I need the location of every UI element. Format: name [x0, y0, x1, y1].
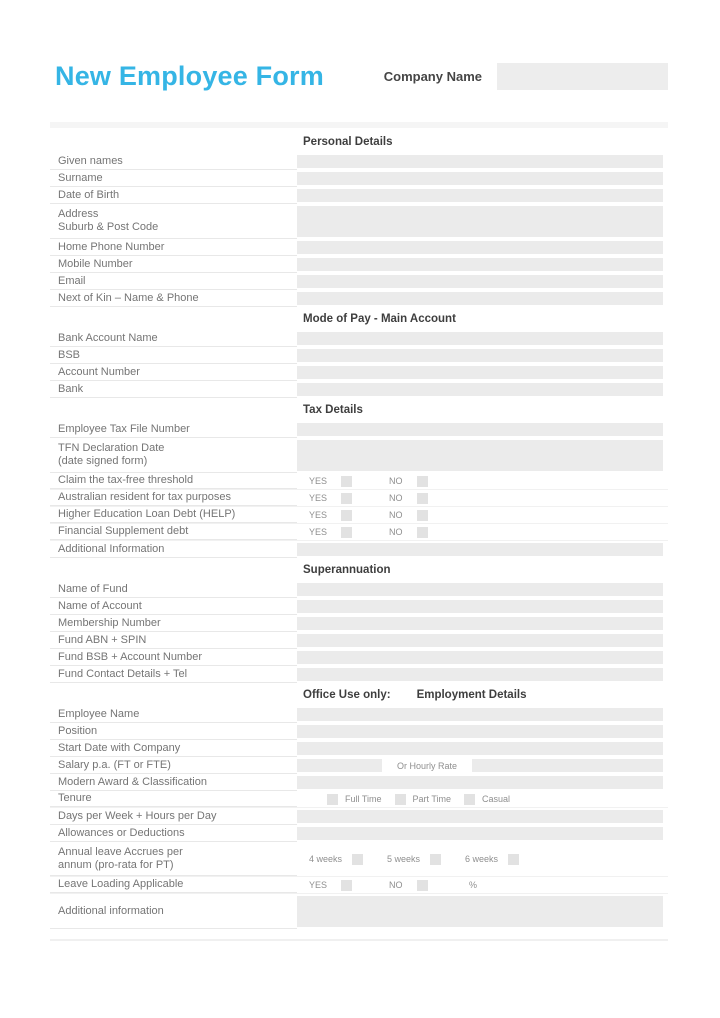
- field-input[interactable]: [297, 332, 663, 345]
- form-row: [50, 381, 668, 398]
- field-label-text: Tenure: [58, 792, 92, 804]
- checkbox[interactable]: [341, 527, 352, 538]
- field-label: [50, 256, 297, 273]
- form-top-strip: [50, 122, 668, 128]
- field-label-text: Fund ABN + SPIN: [58, 633, 147, 646]
- field-label: [50, 581, 297, 598]
- form-row: [50, 757, 668, 774]
- field-value: [297, 649, 663, 666]
- field-value: [297, 381, 663, 398]
- form-row: [50, 330, 668, 347]
- field-label-text: Home Phone Number: [58, 240, 165, 253]
- form-row: [50, 615, 668, 632]
- section-title: Superannuation: [303, 563, 391, 576]
- salary-input[interactable]: [297, 759, 382, 772]
- field-value: [297, 615, 663, 632]
- field-label-text: Next of Kin – Name & Phone: [58, 291, 199, 304]
- option-label: YES: [309, 527, 328, 537]
- option-label: YES: [309, 476, 328, 486]
- field-label: [50, 524, 297, 540]
- form-row: [50, 507, 668, 524]
- field-label: [50, 381, 297, 398]
- option-label: YES: [309, 510, 328, 520]
- form-row: [50, 632, 668, 649]
- field-value: [297, 842, 663, 876]
- field-label: [50, 632, 297, 649]
- option-label: 5 weeks: [387, 854, 421, 864]
- form-row: [50, 706, 668, 723]
- form-row: [50, 256, 668, 273]
- field-label-text: Mobile Number: [58, 257, 133, 270]
- field-value: [297, 524, 663, 540]
- field-label-text: TFN Declaration Date: [58, 442, 165, 454]
- field-label-text: Bank Account Name: [58, 331, 158, 344]
- field-label: [50, 723, 297, 740]
- field-label: [50, 740, 297, 757]
- checkbox[interactable]: [341, 880, 352, 891]
- checkbox[interactable]: [417, 510, 428, 521]
- checkbox[interactable]: [352, 854, 363, 865]
- form-row: [50, 421, 668, 438]
- field-label-text: Name of Fund: [58, 582, 128, 595]
- option-group: [309, 493, 389, 504]
- section-header: [50, 307, 668, 330]
- checkbox[interactable]: [341, 510, 352, 521]
- checkbox[interactable]: [464, 794, 475, 805]
- option-group: [327, 794, 382, 805]
- field-input[interactable]: [297, 651, 663, 664]
- field-input[interactable]: [297, 206, 663, 237]
- option-group: [465, 854, 543, 865]
- field-input[interactable]: [297, 600, 663, 613]
- field-label-text: Annual leave Accrues per: [58, 845, 183, 858]
- field-label-text: Fund BSB + Account Number: [58, 650, 202, 663]
- field-value: [297, 632, 663, 649]
- option-label: 6 weeks: [465, 854, 499, 864]
- field-label-text-2: Suburb & Post Code: [58, 221, 159, 233]
- field-value: [297, 581, 663, 598]
- section-title: Office Use only:: [303, 688, 391, 701]
- field-label: [50, 364, 297, 381]
- field-label: [50, 808, 297, 825]
- field-label: [50, 187, 297, 204]
- form-rows: [50, 130, 668, 929]
- field-label-text: Start Date with Company: [58, 741, 181, 754]
- form-row: [50, 490, 668, 507]
- field-value: [297, 825, 663, 842]
- form-row: [50, 187, 668, 204]
- form-row: [50, 170, 668, 187]
- field-label: [50, 842, 297, 876]
- option-label: YES: [309, 493, 328, 503]
- field-label: [50, 507, 297, 523]
- field-input[interactable]: [297, 155, 663, 168]
- option-group: [309, 510, 389, 521]
- section-header: [50, 683, 668, 706]
- field-label: [50, 894, 297, 929]
- option-group: [389, 493, 469, 504]
- form-row: [50, 273, 668, 290]
- field-label-text: Surname: [58, 171, 103, 184]
- field-label: [50, 239, 297, 256]
- field-label-text: Membership Number: [58, 616, 161, 629]
- option-group: [309, 880, 389, 891]
- field-value: [297, 330, 663, 347]
- option-group: [309, 854, 387, 865]
- checkbox[interactable]: [341, 493, 352, 504]
- field-label-text: Name of Account: [58, 599, 142, 612]
- form-row: [50, 666, 668, 683]
- field-label-text: Australian resident for tax purposes: [58, 491, 232, 503]
- option-group: [389, 527, 469, 538]
- option-label: Casual: [482, 794, 511, 804]
- section-header: [50, 398, 668, 421]
- option-label: YES: [309, 880, 328, 890]
- field-value: [297, 774, 663, 791]
- section-header: [50, 130, 668, 153]
- form-row: [50, 598, 668, 615]
- form-row: [50, 877, 668, 894]
- field-value: [297, 204, 663, 239]
- option-group: [387, 854, 465, 865]
- field-label: [50, 706, 297, 723]
- field-value: [297, 239, 663, 256]
- field-label-text: Allowances or Deductions: [58, 826, 185, 839]
- field-value: [297, 598, 663, 615]
- field-input[interactable]: [297, 708, 663, 721]
- field-label: [50, 473, 297, 489]
- form-row: [50, 524, 668, 541]
- field-value: [297, 490, 663, 506]
- field-label: [50, 490, 297, 506]
- form-row: [50, 581, 668, 598]
- field-value: [297, 273, 663, 290]
- field-input[interactable]: [297, 810, 663, 823]
- option-group: [395, 794, 452, 805]
- form-row: [50, 153, 668, 170]
- field-label: [50, 649, 297, 666]
- checkbox[interactable]: [417, 880, 428, 891]
- field-value: [297, 894, 663, 929]
- field-value: [297, 473, 663, 489]
- checkbox[interactable]: [417, 493, 428, 504]
- option-label: NO: [389, 510, 403, 520]
- hourly-rate-input[interactable]: [472, 759, 663, 772]
- field-label-text: Leave Loading Applicable: [58, 878, 184, 890]
- field-input[interactable]: [297, 258, 663, 271]
- field-value: [297, 438, 663, 473]
- option-label: NO: [389, 527, 403, 537]
- field-label: [50, 153, 297, 170]
- field-label-text: Days per Week + Hours per Day: [58, 809, 217, 822]
- field-label-text: Bank: [58, 382, 84, 395]
- field-value: [297, 256, 663, 273]
- form-row: [50, 438, 668, 473]
- form-row: [50, 473, 668, 490]
- page-title: New Employee Form: [55, 60, 324, 91]
- field-input[interactable]: [297, 292, 663, 305]
- form-row: [50, 842, 668, 877]
- field-input[interactable]: [297, 366, 663, 379]
- field-label-text: Modern Award & Classification: [58, 775, 207, 788]
- field-input[interactable]: [297, 896, 663, 927]
- option-group: [309, 527, 389, 538]
- hourly-rate-label: Or Hourly Rate: [396, 760, 458, 771]
- field-input[interactable]: [297, 742, 663, 755]
- field-label-text: BSB: [58, 348, 81, 361]
- field-label: [50, 666, 297, 683]
- option-label: 4 weeks: [309, 854, 343, 864]
- field-input[interactable]: [297, 725, 663, 738]
- field-input[interactable]: [297, 383, 663, 396]
- field-label-text: Fund Contact Details + Tel: [58, 667, 188, 680]
- field-label-text: Account Number: [58, 365, 140, 378]
- checkbox[interactable]: [327, 794, 338, 805]
- field-value: [297, 290, 663, 307]
- field-input[interactable]: [297, 440, 663, 471]
- field-input[interactable]: [297, 349, 663, 362]
- form-row: [50, 894, 668, 929]
- field-value: [297, 364, 663, 381]
- field-label: [50, 273, 297, 290]
- field-input[interactable]: [297, 189, 663, 202]
- field-label-text: Date of Birth: [58, 188, 120, 201]
- form-body: [50, 122, 668, 941]
- percent-label: %: [469, 880, 478, 890]
- field-label-text: Claim the tax-free threshold: [58, 474, 194, 486]
- field-value: [297, 757, 663, 774]
- field-label-text: Financial Supplement debt: [58, 525, 189, 537]
- field-label: [50, 204, 297, 239]
- company-name-label: Company Name: [383, 68, 482, 84]
- company-name-input[interactable]: [497, 63, 668, 90]
- option-group: [464, 794, 510, 805]
- section-header: [50, 558, 668, 581]
- field-label-text: Email: [58, 274, 86, 287]
- field-input[interactable]: [297, 634, 663, 647]
- field-value: [297, 723, 663, 740]
- field-input[interactable]: [297, 172, 663, 185]
- field-label: [50, 330, 297, 347]
- checkbox[interactable]: [395, 794, 406, 805]
- form-bottom-strip: [50, 939, 668, 941]
- field-label: [50, 598, 297, 615]
- field-label-text: Employee Name: [58, 707, 140, 720]
- field-input[interactable]: [297, 423, 663, 436]
- form-row: [50, 649, 668, 666]
- option-group: [389, 476, 469, 487]
- field-label-text: Employee Tax File Number: [58, 422, 190, 435]
- field-input[interactable]: [297, 583, 663, 596]
- option-group: [309, 476, 389, 487]
- field-label: [50, 170, 297, 187]
- field-label-text: Salary p.a. (FT or FTE): [58, 758, 171, 771]
- form-header: [0, 0, 720, 96]
- field-value: [297, 740, 663, 757]
- form-row: [50, 723, 668, 740]
- field-value: [297, 808, 663, 825]
- field-input[interactable]: [297, 617, 663, 630]
- field-label-text: Position: [58, 724, 98, 737]
- field-value: [297, 541, 663, 558]
- checkbox[interactable]: [341, 476, 352, 487]
- option-group: [389, 880, 469, 891]
- field-value: [297, 507, 663, 523]
- field-value: [297, 347, 663, 364]
- field-value: [297, 706, 663, 723]
- field-input[interactable]: [297, 827, 663, 840]
- field-value: [297, 170, 663, 187]
- form-row: [50, 541, 668, 558]
- checkbox[interactable]: [417, 476, 428, 487]
- checkbox[interactable]: [508, 854, 519, 865]
- field-input[interactable]: [297, 275, 663, 288]
- field-label-text: Given names: [58, 154, 123, 167]
- form-row: [50, 808, 668, 825]
- option-group: [389, 510, 469, 521]
- field-label: [50, 877, 297, 893]
- form-row: [50, 825, 668, 842]
- option-label: NO: [389, 880, 403, 890]
- field-label-text: Additional information: [58, 904, 164, 917]
- section-title: Mode of Pay - Main Account: [303, 312, 456, 325]
- field-label: [50, 615, 297, 632]
- field-label: [50, 290, 297, 307]
- checkbox[interactable]: [430, 854, 441, 865]
- section-title: Personal Details: [303, 135, 393, 148]
- field-label-text: Address: [58, 208, 99, 220]
- form-row: [50, 774, 668, 791]
- field-value: [297, 153, 663, 170]
- field-input[interactable]: [297, 668, 663, 681]
- field-label-text: Additional Information: [58, 542, 165, 555]
- field-value: [297, 666, 663, 683]
- field-input[interactable]: [297, 543, 663, 556]
- option-label: NO: [389, 493, 403, 503]
- form-row: [50, 239, 668, 256]
- field-value: [297, 421, 663, 438]
- checkbox[interactable]: [417, 527, 428, 538]
- field-label: [50, 774, 297, 791]
- section-title: Tax Details: [303, 403, 363, 416]
- field-label-text: Higher Education Loan Debt (HELP): [58, 508, 236, 520]
- field-label: [50, 421, 297, 438]
- field-value: [297, 877, 663, 893]
- form-row: [50, 364, 668, 381]
- form-row: [50, 204, 668, 239]
- field-value: [297, 791, 663, 807]
- field-label: [50, 438, 297, 473]
- field-label: [50, 541, 297, 558]
- field-label: [50, 347, 297, 364]
- form-row: [50, 791, 668, 808]
- field-input[interactable]: [297, 776, 663, 789]
- field-label-text-2: (date signed form): [58, 455, 148, 467]
- field-label: [50, 757, 297, 774]
- form-row: [50, 347, 668, 364]
- section-title-2: Employment Details: [416, 688, 527, 701]
- form-row: [50, 740, 668, 757]
- option-label: Part Time: [412, 794, 452, 804]
- field-label: [50, 791, 297, 807]
- form-row: [50, 290, 668, 307]
- option-label: NO: [389, 476, 403, 486]
- field-label-text-2: annum (pro-rata for PT): [58, 858, 174, 871]
- field-input[interactable]: [297, 241, 663, 254]
- field-value: [297, 187, 663, 204]
- option-label: Full Time: [345, 794, 382, 804]
- field-label: [50, 825, 297, 842]
